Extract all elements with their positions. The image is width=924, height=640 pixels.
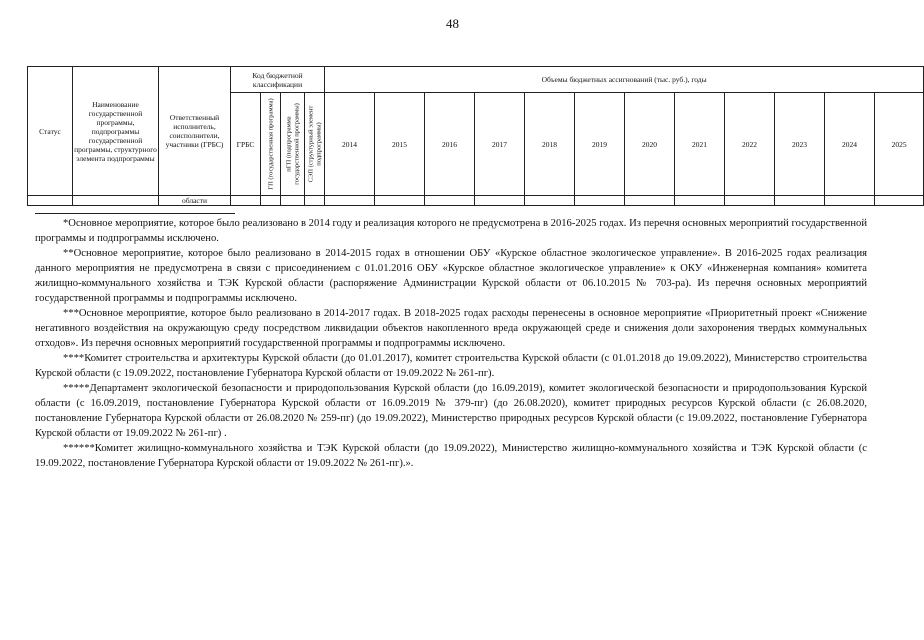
- footnote: *****Департамент экологической безопасности и природопользования Курской области (до 16.09.2019), комитет экологической безопасности и природопользования Курской области (с 16.09.2019, постановление Губернатора Курской области от 16.09.2019 № 379-пг) (до 26.08.2020), комитет природных ресурсов Курской области (с 26.08.2020, постановление Губернатора Курской области от 26.08.2020 № 259-пг) (до 19.09.2022), Министерство природных ресурсов Курской области (с 19.09.2022, постановление Губернатора Курской области от 19.09.2022 № 261-пг) .: [35, 383, 867, 439]
- header-executor: Ответственный исполнитель, соисполнители, участники (ГРБС): [159, 67, 231, 196]
- header-year: 2022: [725, 93, 775, 196]
- footnote: **Основное мероприятие, которое было реализовано в 2014-2015 годах в отношении ОБУ «Курское областное экологическое управление». В 2016-2025 годах реализация данного мероприятия не предусмотрена в связи с присоединением с 01.01.2016 ОБУ «Курское областное экологическое управление» к ОКУ «Инженерная компания» комитета жилищно-коммунального хозяйства и ТЭК Курской области (распоряжение Администрации Курской области от 06.10.2015 № 703-ра). Из перечня основных мероприятий государственной программы и подпрограммы исключено.: [35, 248, 867, 304]
- footnote: ***Основное мероприятие, которое было реализовано в 2014-2017 годах. В 2018-2025 годах расходы перенесены в основное мероприятие «Приоритетный проект «Снижение негативного воздействия на окружающую среду посредством ликвидации объектов накопленного вреда окружающей среде и снижения доли захоронения твердых коммунальных отходов». Из перечня основных мероприятий государственной программы и подпрограммы исключено.: [35, 308, 867, 349]
- row-executor-cell: области: [159, 196, 231, 206]
- header-year: 2020: [625, 93, 675, 196]
- header-year: 2019: [575, 93, 625, 196]
- table-row: [28, 196, 924, 206]
- footnote-divider: [35, 213, 235, 214]
- header-grbs: ГРБС: [231, 93, 261, 196]
- header-year: 2025: [875, 93, 924, 196]
- header-program-name: Наименование государственной программы, подпрограммы государственной программы, структурного элемента подпрограммы: [73, 67, 159, 196]
- header-year: 2023: [775, 93, 825, 196]
- footnote: *Основное мероприятие, которое было реализовано в 2014 году и реализация которого не предусмотрена в 2016-2025 годах. Из перечня основных мероприятий государственной программы и подпрограммы исключено.: [35, 218, 867, 244]
- footnote: ****Комитет строительства и архитектуры Курской области (до 01.01.2017), комитет строительства Курской области (с 01.01.2018 до 19.09.2022), Министерство строительства Курской области (с 19.09.2022, постановление Губернатора Курской области от 19.09.2022 № 261-пг).: [35, 353, 867, 379]
- header-year: 2021: [675, 93, 725, 196]
- header-pgp: пГП (подпрограмма государственной программы): [281, 93, 305, 196]
- header-year: 2018: [525, 93, 575, 196]
- header-year: 2017: [475, 93, 525, 196]
- footnotes: [35, 213, 867, 471]
- header-status: Статус: [28, 67, 73, 196]
- header-se: СЭП (структурный элемент подпрограммы): [305, 93, 325, 196]
- header-year: 2014: [325, 93, 375, 196]
- page-number: 48: [446, 16, 459, 31]
- header-year: 2016: [425, 93, 475, 196]
- header-year: 2024: [825, 93, 875, 196]
- footnote: ******Комитет жилищно-коммунального хозяйства и ТЭК Курской области (до 19.09.2022), Министерство жилищно-коммунального хозяйства и ТЭК Курской области (с 19.09.2022, постановление Губернатора Курской области от 19.09.2022 № 261-пг).».: [35, 443, 867, 469]
- header-budget-code: Код бюджетной классификации: [231, 67, 325, 93]
- budget-table: [27, 66, 924, 206]
- header-year: 2015: [375, 93, 425, 196]
- header-volumes: Объемы бюджетных ассигнований (тыс. руб.), годы: [325, 67, 924, 93]
- header-gp: ГП (государственная программа): [261, 93, 281, 196]
